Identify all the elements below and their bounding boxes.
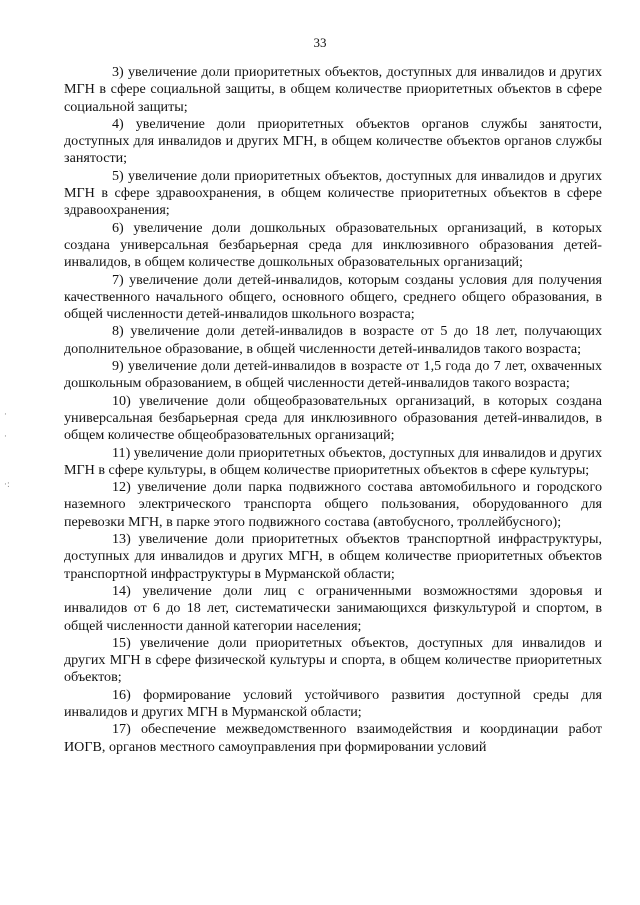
page-number: 33	[313, 35, 327, 50]
margin-mark: ·	[4, 410, 7, 420]
margin-mark: ·:	[4, 480, 10, 490]
paragraph-item-5: 5) увеличение доли приоритетных объектов, доступных для инвалидов и других МГН в сфере здравоохранения, в общем количестве приоритетных объектов в сфере здравоохранения;	[64, 167, 602, 219]
paragraph-item-7: 7) увеличение доли детей-инвалидов, которым созданы условия для получения качественного начального общего, основного общего, среднего общего образования, в общей численности детей-инвалидов школьного возраста;	[64, 271, 602, 323]
paragraph-item-10: 10) увеличение доли общеобразовательных организаций, в которых создана универсальная безбарьерная среда для инклюзивного образования детей-инвалидов, в общем количестве общеобразовательных организаций;	[64, 392, 602, 444]
document-body	[64, 64, 602, 756]
paragraph-item-14: 14) увеличение доли лиц с ограниченными возможностями здоровья и инвалидов от 6 до 18 лет, систематически занимающихся физкультурой и спортом, в общей численности данной категории населения;	[64, 582, 602, 634]
paragraph-item-6: 6) увеличение доли дошкольных образовательных организаций, в которых создана универсальная безбарьерная среда для инклюзивного образования детей-инвалидов, в общем количестве дошкольных образовательных организаций;	[64, 219, 602, 271]
paragraph-item-9: 9) увеличение доли детей-инвалидов в возрасте от 1,5 года до 7 лет, охваченных дошкольным образованием, в общей численности детей-инвалидов такого возраста;	[64, 358, 602, 392]
paragraph-item-11: 11) увеличение доли приоритетных объектов, доступных для инвалидов и других МГН в сфере культуры, в общем количестве приоритетных объектов в сфере культуры;	[64, 444, 602, 478]
paragraph-item-15: 15) увеличение доли приоритетных объектов, доступных для инвалидов и других МГН в сфере физической культуры и спорта, в общем количестве приоритетных объектов;	[64, 634, 602, 686]
paragraph-item-13: 13) увеличение доли приоритетных объектов транспортной инфраструктуры, доступных для инвалидов и других МГН, в общем количестве приоритетных объектов транспортной инфраструктуры в Мурманской области;	[64, 531, 602, 582]
paragraph-item-17: 17) обеспечение межведомственного взаимодействия и координации работ ИОГВ, органов местного самоуправления при формировании условий	[64, 721, 602, 755]
paragraph-item-3: 3) увеличение доли приоритетных объектов, доступных для инвалидов и других МГН в сфере социальной защиты, в общем количестве приоритетных объектов в сфере социальной защиты;	[64, 64, 602, 115]
paragraph-item-16: 16) формирование условий устойчивого развития доступной среды для инвалидов и других МГН в Мурманской области;	[64, 686, 602, 720]
paragraph-item-8: 8) увеличение доли детей-инвалидов в возрасте от 5 до 18 лет, получающих дополнительное образование, в общей численности детей-инвалидов такого возраста;	[64, 323, 602, 357]
margin-mark: ·	[4, 432, 7, 442]
paragraph-item-12: 12) увеличение доли парка подвижного состава автомобильного и городского наземного электрического транспорта общего пользования, оборудованного для перевозки МГН, в парке этого подвижного состава (автобусного, троллейбусного);	[64, 479, 602, 530]
paragraph-item-4: 4) увеличение доли приоритетных объектов органов службы занятости, доступных для инвалидов и других МГН, в общем количестве объектов органов службы занятости;	[64, 115, 602, 167]
